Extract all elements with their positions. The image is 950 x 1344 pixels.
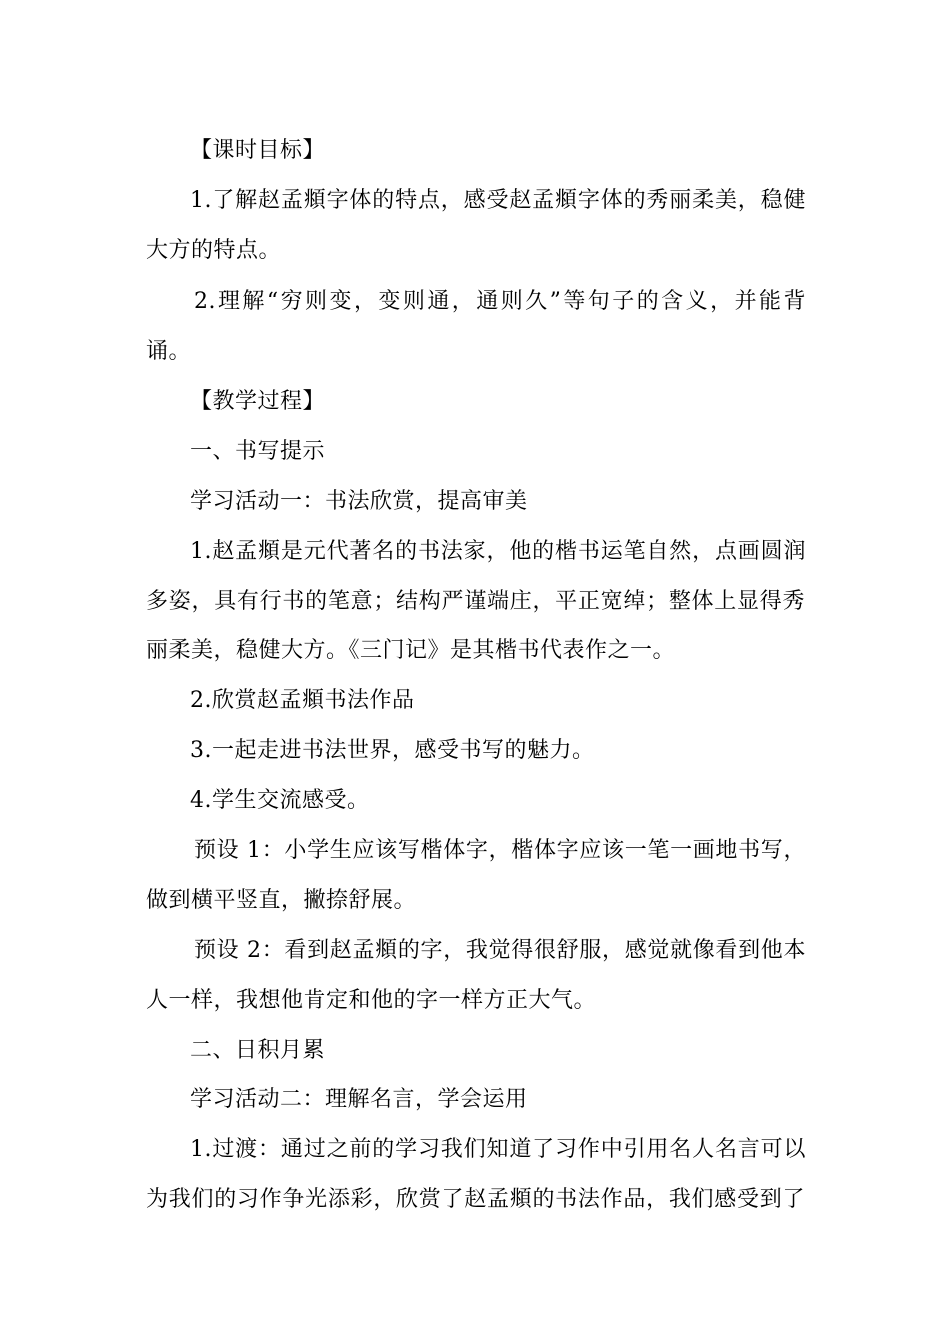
preset-1-line-1: 预设 1：小学生应该写楷体字，楷体字应该一笔一画地书写， <box>194 838 806 863</box>
section-heading-teaching-process: 【教学过程】 <box>190 389 326 414</box>
activity-1-item-2: 2.欣赏赵孟頫书法作品 <box>190 688 415 713</box>
preset-2-line-2: 人一样，我想他肯定和他的字一样方正大气。 <box>146 988 597 1013</box>
goal-1-line-1: 1.了解赵孟頫字体的特点，感受赵孟頫字体的秀丽柔美，稳健 <box>190 188 806 213</box>
goal-2-line-1: 2.理解“穷则变，变则通，通则久”等句子的含义，并能背 <box>194 289 806 314</box>
activity-2-item-1-line-1: 1.过渡：通过之前的学习我们知道了习作中引用名人名言可以 <box>190 1137 806 1162</box>
activity-1-heading: 学习活动一：书法欣赏，提高审美 <box>190 489 528 514</box>
section-heading-lesson-goals: 【课时目标】 <box>190 138 326 163</box>
activity-1-item-4: 4.学生交流感受。 <box>190 788 370 813</box>
preset-1-line-2: 做到横平竖直，撇捺舒展。 <box>146 888 417 913</box>
subsection-heading-writing-tips: 一、书写提示 <box>190 439 326 464</box>
goal-2-line-2: 诵。 <box>146 339 192 364</box>
subsection-heading-daily-accumulation: 二、日积月累 <box>190 1038 326 1063</box>
goal-1-line-2: 大方的特点。 <box>146 238 282 263</box>
activity-1-item-1-line-2: 多姿，具有行书的笔意；结构严谨端庄，平正宽绰；整体上显得秀 <box>146 589 805 614</box>
activity-1-item-1-line-3: 丽柔美，稳健大方。《三门记》是其楷书代表作之一。 <box>146 638 676 663</box>
activity-1-item-1-line-1: 1.赵孟頫是元代著名的书法家，他的楷书运笔自然，点画圆润 <box>190 539 806 564</box>
activity-1-item-3: 3.一起走进书法世界，感受书写的魅力。 <box>190 738 595 763</box>
preset-2-line-1: 预设 2：看到赵孟頫的字，我觉得很舒服，感觉就像看到他本 <box>194 938 806 963</box>
activity-2-item-1-line-2: 为我们的习作争光添彩，欣赏了赵孟頫的书法作品，我们感受到了 <box>146 1187 805 1212</box>
activity-2-heading: 学习活动二：理解名言，学会运用 <box>190 1087 528 1112</box>
